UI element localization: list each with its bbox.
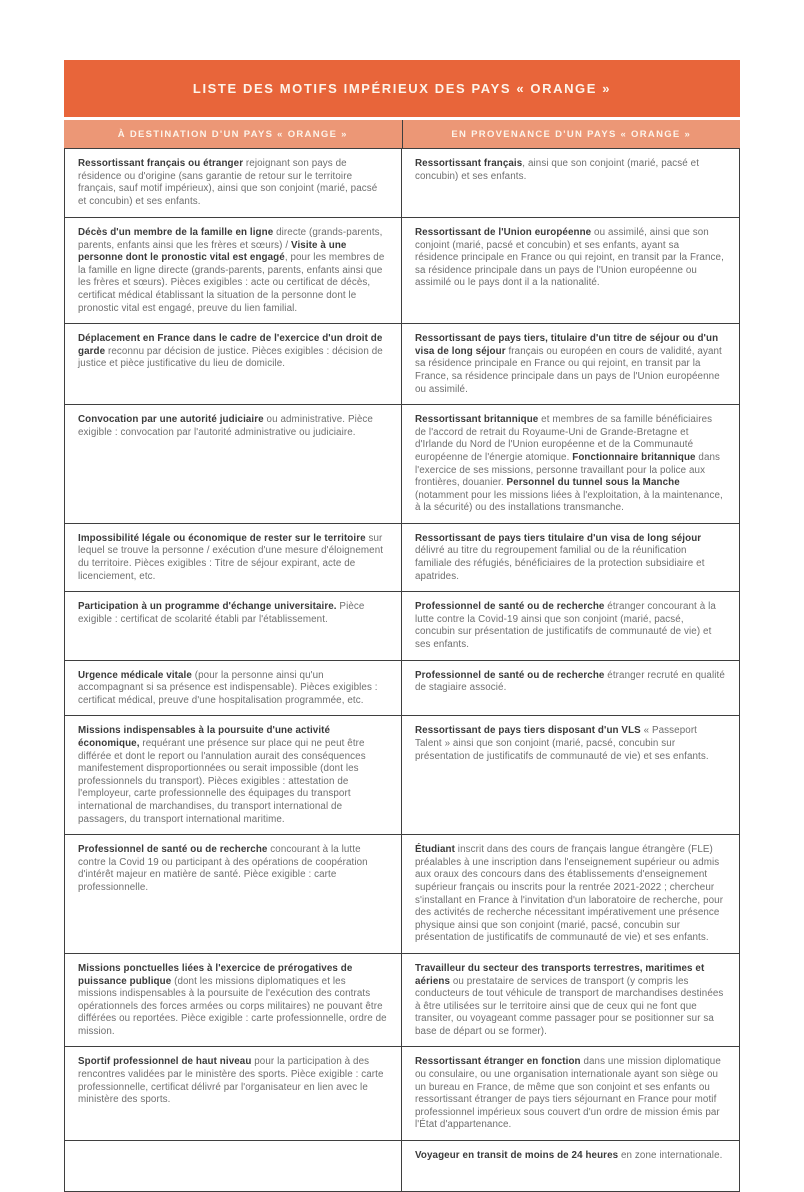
table-cell-right (402, 592, 739, 659)
cell-text: Professionnel de santé ou de recherche étranger concourant à la lutte contre la Covid-19 ainsi que son conjoint (marié, pacsé, concubin sur présentation de justificatifs de communauté de vie) et ses enfants. (415, 601, 716, 651)
table-cell-right (402, 324, 739, 404)
title-banner (64, 60, 740, 117)
table-body (64, 148, 740, 1192)
table-cell-left (65, 405, 402, 523)
table-row (65, 953, 739, 1047)
table-cell-left (65, 835, 402, 953)
table-cell-right (402, 1047, 739, 1140)
column-header-destination: À DESTINATION D'UN PAYS « ORANGE » (64, 120, 403, 148)
cell-text: Convocation par une autorité judiciaire ou administrative. Pièce exigible : convocation par l'autorité administrative ou judiciaire. (78, 414, 373, 438)
cell-text: Ressortissant étranger en fonction dans une mission diplomatique ou consulaire, ou une organisation internationale ayant son siège ou un bureau en France, de même que son conjoint et ses enfants ou ressortissant étranger de pays tiers séjournant en France pour motif professionnel impérieux sous couvert d'un ordre de mission émis par l'État d'appartenance. (415, 1056, 721, 1131)
table-cell-left (65, 524, 402, 591)
cell-text: Ressortissant de pays tiers titulaire d'un visa de long séjour délivré au titre du regroupement familial ou de la réunification familiale des réfugiés, bénéficiaires de la protection subsidiaire et apatrides. (415, 532, 705, 582)
table-row (65, 404, 739, 523)
document (64, 60, 740, 1192)
cell-text: Sportif professionnel de haut niveau pour la participation à des rencontres validées par le ministère des sports. Pièce exigible : carte professionnelle, certificat délivré par l'organisateur en lien avec le ministère des sports. (78, 1056, 384, 1106)
table-cell-right (402, 954, 739, 1047)
table-cell-right (402, 218, 739, 323)
table-cell-right (402, 149, 739, 217)
table-row (65, 323, 739, 404)
table-cell-right (402, 716, 739, 834)
table-cell-left (65, 954, 402, 1047)
table-row (65, 591, 739, 659)
column-header-provenance: EN PROVENANCE D'UN PAYS « ORANGE » (403, 120, 741, 148)
cell-text: Missions indispensables à la poursuite d'une activité économique, requérant une présence sur place qui ne peut être différée et dont le report ou l'annulation aurait des conséquences manifestement disproportionnées ou serait impossible (dont les professionnels du transport). Pièces exigibles : attestation de l'employeur, carte professionnelle des équipages du transport international de marchandises, du transport international de passagers, du transport international maritime. (78, 725, 366, 825)
table-cell-left (65, 592, 402, 659)
table-row (65, 1046, 739, 1140)
table-row (65, 834, 739, 953)
table-cell-right (402, 1141, 739, 1191)
table-row (65, 660, 739, 716)
cell-text: Impossibilité légale ou économique de rester sur le territoire sur lequel se trouve la personne / exécution d'une mesure d'éloignement du territoire. Pièces exigibles : Titre de séjour expirant, acte de licenciement, etc. (78, 532, 384, 582)
cell-text: Travailleur du secteur des transports terrestres, maritimes et aériens ou prestataire de services de transport (y compris les conducteurs de tout véhicule de transport de marchandises destinées à être utilisées sur le territoire ainsi que de ceux qui ne font que transiter, ou voyageant comme passager pour se positionner sur sa base de départ ou se former). (415, 962, 724, 1037)
table-row (65, 523, 739, 591)
table-cell-left (65, 716, 402, 834)
cell-text: Décès d'un membre de la famille en ligne directe (grands-parents, parents, enfants ainsi que les frères et sœurs) / Visite à une personne dont le pronostic vital est engagé, pour les membres de la famille en ligne directe (grands-parents, parents, enfants ainsi que les frères et sœurs). Pièces exigibles : acte ou certificat de décès, certificat médical établissant la situation de la personne dont le pronostic vital est engagé, preuve du lien familial. (78, 227, 385, 314)
table-cell-left (65, 1141, 402, 1191)
table-cell-left (65, 218, 402, 323)
cell-text: Ressortissant français, ainsi que son conjoint (marié, pacsé et concubin) et ses enfants. (415, 158, 700, 182)
cell-text: Voyageur en transit de moins de 24 heures en zone internationale. (415, 1150, 723, 1162)
document-title: LISTE DES MOTIFS IMPÉRIEUX DES PAYS « ORANGE » (192, 81, 612, 96)
cell-text: Ressortissant de pays tiers, titulaire d'un titre de séjour ou d'un visa de long séjour français ou européen en cours de validité, ayant sa résidence principale en France ou qui rejoint, en transit par la France, sa résidence principale dans un pays de l'Union européenne ou assimilé. (415, 333, 722, 395)
cell-text: Ressortissant français ou étranger rejoignant son pays de résidence ou d'origine (sans garantie de retour sur le territoire français, sauf motif impérieux), ainsi que son conjoint (marié, pacsé et concubin) et ses enfants. (78, 158, 378, 207)
table-cell-right (402, 524, 739, 591)
table-cell-right (402, 835, 739, 953)
table-row (65, 1140, 739, 1191)
cell-text: Ressortissant de pays tiers disposant d'un VLS « Passeport Talent » ainsi que son conjoint (marié, pacsé, concubin sur présentation de justificatifs de communauté de vie) et ses enfants. (415, 725, 709, 762)
table-cell-left (65, 661, 402, 716)
cell-text: Professionnel de santé ou de recherche concourant à la lutte contre la Covid 19 ou participant à des opérations de coopération d'intérêt majeur en matière de santé. Pièce exigible : carte professionnelle. (78, 844, 368, 893)
cell-text: Ressortissant de l'Union européenne ou assimilé, ainsi que son conjoint (marié, pacsé et concubin) et ses enfants, ayant sa résidence principale en France ou qui rejoint, en transit par la France, sa résidence principale dans un pays de l'Union européenne ou assimilé ou le pays dont il a la nationalité. (415, 227, 724, 289)
cell-text: Professionnel de santé ou de recherche étranger recruté en qualité de stagiaire associé. (415, 669, 725, 694)
table-row (65, 149, 739, 217)
table-cell-right (402, 405, 739, 523)
cell-text: Urgence médicale vitale (pour la personne ainsi qu'un accompagnant si sa présence est indispensable). Pièces exigibles : certificat médical, preuve d'une hospitalisation programmée, etc. (78, 669, 378, 706)
cell-text: Déplacement en France dans le cadre de l'exercice d'un droit de garde reconnu par décision de justice. Pièces exigibles : décision de justice et pièce justificative du lieu de domicile. (78, 333, 383, 370)
table-cell-left (65, 1047, 402, 1140)
cell-text: Ressortissant britannique et membres de sa famille bénéficiaires de l'accord de retrait du Royaume-Uni de Grande-Bretagne et d'Irlande du Nord de l'Union européenne et de la Communauté européenne de l'énergie atomique. Fonctionnaire britannique dans l'exercice de ses missions, personne travaillant pour la police aux frontières, douanier. Personnel du tunnel sous la Manche (notamment pour les missions liées à l'exploitation, à la maintenance, à la sécurité) ou des installations transmanche. (415, 414, 723, 514)
table-cell-right (402, 661, 739, 716)
table-cell-left (65, 324, 402, 404)
table-row (65, 217, 739, 323)
cell-text: Participation à un programme d'échange universitaire. Pièce exigible : certificat de scolarité établi par l'établissement. (78, 601, 365, 625)
cell-text: Étudiant inscrit dans des cours de français langue étrangère (FLE) préalables à une inscription dans l'enseignement supérieur ou admis aux oraux des concours dans des établissements d'enseignement supérieur français ou inscrits pour la rentrée 2021-2022 ; chercheur s'installant en France à l'invitation d'un laboratoire de recherche, pour des activités de recherche nécessitant impérativement une présence physique ainsi que son conjoint (marié, pacsé, concubin sur présentation de justificatifs de communauté de vie) et ses enfants. (415, 844, 724, 944)
table-row (65, 715, 739, 834)
column-headers (64, 120, 740, 148)
cell-text: Missions ponctuelles liées à l'exercice de prérogatives de puissance publique (dont les missions diplomatiques et les missions indispensables à la poursuite de l'exécution des contrats opérationnels des forces armées ou corps militaires) ne pouvant être différées ou reportées. Pièce exigible : carte professionnelle, ordre de mission. (78, 962, 387, 1037)
table-cell-left (65, 149, 402, 217)
